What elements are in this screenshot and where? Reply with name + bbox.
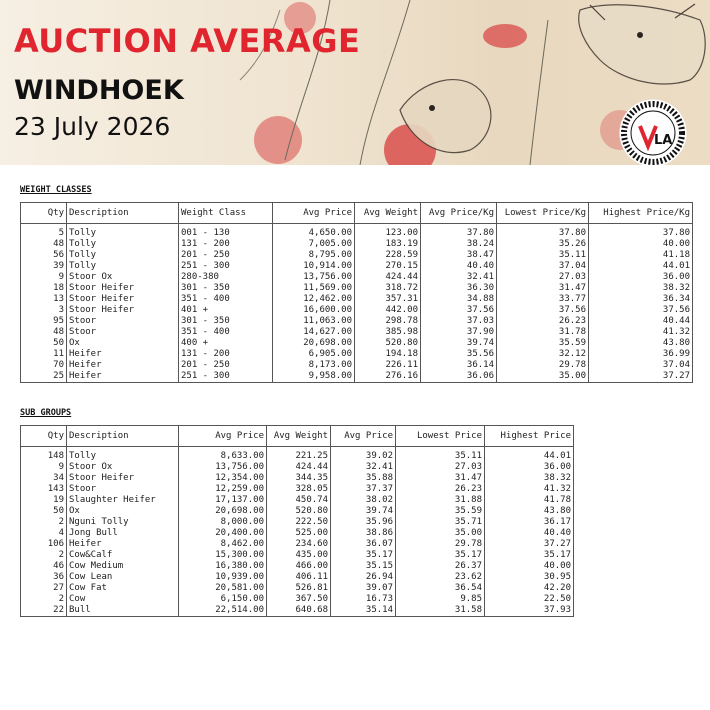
table-cell: 16,600.00 <box>273 305 355 316</box>
table-cell: 42.20 <box>485 583 574 594</box>
table-cell: 44.01 <box>485 451 574 462</box>
table-cell: 298.78 <box>355 316 421 327</box>
table-cell: 29.78 <box>396 539 485 550</box>
table-cell: 14,627.00 <box>273 327 355 338</box>
table-row <box>21 528 574 539</box>
table-cell: 48 <box>21 327 67 338</box>
table-cell: 226.11 <box>355 360 421 371</box>
table-cell: 23.62 <box>396 572 485 583</box>
table-cell: 41.78 <box>485 495 574 506</box>
table-row <box>21 451 574 462</box>
table-cell: 25 <box>21 371 67 383</box>
table-row <box>21 228 693 239</box>
table-cell: 8,000.00 <box>179 517 267 528</box>
table-cell: 38.47 <box>421 250 497 261</box>
table-cell: 39.02 <box>331 451 396 462</box>
table-cell: 525.00 <box>267 528 331 539</box>
table-cell: 2 <box>21 550 67 561</box>
table-cell: 20,698.00 <box>273 338 355 349</box>
table-cell: 17,137.00 <box>179 495 267 506</box>
table-cell: 36.00 <box>589 272 693 283</box>
table-cell: Cow&Calf <box>67 550 179 561</box>
weight-classes-column-header: Avg Price/Kg <box>421 203 497 224</box>
table-cell: 44.01 <box>589 261 693 272</box>
table-row <box>21 539 574 550</box>
table-cell: 39.74 <box>421 338 497 349</box>
table-cell: 26.23 <box>396 484 485 495</box>
table-cell: 39.07 <box>331 583 396 594</box>
weight-classes-column-header: Qty <box>21 203 67 224</box>
table-row <box>21 561 574 572</box>
table-cell: 143 <box>21 484 67 495</box>
table-cell: 36 <box>21 572 67 583</box>
table-cell: 131 - 200 <box>179 349 273 360</box>
table-cell: 36.17 <box>485 517 574 528</box>
table-cell: 38.32 <box>485 473 574 484</box>
table-cell: Cow <box>67 594 179 605</box>
table-cell: Jong Bull <box>67 528 179 539</box>
table-cell: 640.68 <box>267 605 331 617</box>
table-cell: 22,514.00 <box>179 605 267 617</box>
table-cell: 301 - 350 <box>179 316 273 327</box>
table-cell: 4 <box>21 528 67 539</box>
vla-logo <box>618 98 688 165</box>
table-cell: 251 - 300 <box>179 261 273 272</box>
table-cell: 35.15 <box>331 561 396 572</box>
table-cell: 36.14 <box>421 360 497 371</box>
table-cell: 20,698.00 <box>179 506 267 517</box>
table-cell: 367.50 <box>267 594 331 605</box>
table-cell: 31.58 <box>396 605 485 617</box>
table-cell: 27.03 <box>396 462 485 473</box>
table-cell: 34.88 <box>421 294 497 305</box>
table-cell: 39 <box>21 261 67 272</box>
table-cell: 37.80 <box>497 228 589 239</box>
table-cell: 38.02 <box>331 495 396 506</box>
table-cell: 36.34 <box>589 294 693 305</box>
table-cell: 6,150.00 <box>179 594 267 605</box>
table-cell: 526.81 <box>267 583 331 594</box>
table-cell: 12,462.00 <box>273 294 355 305</box>
table-cell: 37.56 <box>421 305 497 316</box>
table-cell: 32.12 <box>497 349 589 360</box>
table-cell: Heifer <box>67 539 179 550</box>
table-cell: 10,914.00 <box>273 261 355 272</box>
table-cell: 36.06 <box>421 371 497 383</box>
table-cell: 40.00 <box>589 239 693 250</box>
table-cell: 13 <box>21 294 67 305</box>
table-row <box>21 261 693 272</box>
table-row <box>21 495 574 506</box>
table-row <box>21 327 693 338</box>
table-cell: 344.35 <box>267 473 331 484</box>
sub-groups-column-header: Avg Weight <box>267 426 331 447</box>
table-cell: 31.78 <box>497 327 589 338</box>
table-cell: 201 - 250 <box>179 360 273 371</box>
table-cell: 400 + <box>179 338 273 349</box>
table-cell: 520.80 <box>355 338 421 349</box>
table-cell: 43.80 <box>485 506 574 517</box>
table-row <box>21 294 693 305</box>
table-cell: 37.27 <box>589 371 693 383</box>
table-cell: Ox <box>67 338 179 349</box>
weight-classes-label: WEIGHT CLASSES <box>20 185 92 195</box>
table-cell: 16,380.00 <box>179 561 267 572</box>
table-cell: 27 <box>21 583 67 594</box>
table-cell: 406.11 <box>267 572 331 583</box>
sub-groups-column-header: Qty <box>21 426 67 447</box>
table-cell: 13,756.00 <box>179 462 267 473</box>
table-cell: 328.05 <box>267 484 331 495</box>
table-cell: 35.26 <box>497 239 589 250</box>
page-title: AUCTION AVERAGE <box>14 22 361 60</box>
table-cell: 37.04 <box>589 360 693 371</box>
table-cell: 38.24 <box>421 239 497 250</box>
table-cell: 37.80 <box>421 228 497 239</box>
table-cell: 385.98 <box>355 327 421 338</box>
table-cell: Cow Lean <box>67 572 179 583</box>
table-row <box>21 360 693 371</box>
table-cell: 36.99 <box>589 349 693 360</box>
table-cell: 270.15 <box>355 261 421 272</box>
auction-date: 23 July 2026 <box>14 112 171 141</box>
table-cell: 4,650.00 <box>273 228 355 239</box>
table-row <box>21 605 574 617</box>
table-cell: 40.40 <box>421 261 497 272</box>
table-cell: 351 - 400 <box>179 327 273 338</box>
table-cell: Bull <box>67 605 179 617</box>
table-cell: 34 <box>21 473 67 484</box>
table-row <box>21 272 693 283</box>
table-cell: 20,581.00 <box>179 583 267 594</box>
table-cell: 8,462.00 <box>179 539 267 550</box>
table-cell: 450.74 <box>267 495 331 506</box>
table-row <box>21 550 574 561</box>
table-cell: 19 <box>21 495 67 506</box>
table-cell: 520.80 <box>267 506 331 517</box>
table-cell: 442.00 <box>355 305 421 316</box>
table-cell: 10,939.00 <box>179 572 267 583</box>
weight-classes-column-header: Avg Price <box>273 203 355 224</box>
table-cell: 2 <box>21 517 67 528</box>
table-cell: Slaughter Heifer <box>67 495 179 506</box>
sub-groups-column-header: Avg Price <box>331 426 396 447</box>
table-cell: 251 - 300 <box>179 371 273 383</box>
table-cell: 27.03 <box>497 272 589 283</box>
weight-classes-column-header: Highest Price/Kg <box>589 203 693 224</box>
table-cell: 37.56 <box>497 305 589 316</box>
auction-location: WINDHOEK <box>14 75 184 106</box>
table-cell: Cow Fat <box>67 583 179 594</box>
table-cell: 351 - 400 <box>179 294 273 305</box>
table-cell: 41.32 <box>485 484 574 495</box>
table-cell: 9 <box>21 462 67 473</box>
table-cell: 36.00 <box>485 462 574 473</box>
table-cell: Heifer <box>67 360 179 371</box>
table-row <box>21 506 574 517</box>
table-cell: 26.37 <box>396 561 485 572</box>
table-cell: 11,569.00 <box>273 283 355 294</box>
table-cell: 12,259.00 <box>179 484 267 495</box>
table-cell: 35.56 <box>421 349 497 360</box>
table-cell: 234.60 <box>267 539 331 550</box>
table-cell: Nguni Tolly <box>67 517 179 528</box>
table-cell: 36.07 <box>331 539 396 550</box>
table-cell: 18 <box>21 283 67 294</box>
table-cell: 16.73 <box>331 594 396 605</box>
table-cell: 8,173.00 <box>273 360 355 371</box>
table-cell: 35.71 <box>396 517 485 528</box>
table-cell: 32.41 <box>421 272 497 283</box>
table-cell: 35.17 <box>485 550 574 561</box>
table-cell: 123.00 <box>355 228 421 239</box>
table-cell: 31.47 <box>396 473 485 484</box>
table-cell: 106 <box>21 539 67 550</box>
table-cell: 46 <box>21 561 67 572</box>
table-cell: 40.40 <box>485 528 574 539</box>
table-cell: 31.88 <box>396 495 485 506</box>
table-row <box>21 349 693 360</box>
table-cell: 148 <box>21 451 67 462</box>
table-cell: 228.59 <box>355 250 421 261</box>
sub-groups-column-header: Highest Price <box>485 426 574 447</box>
table-cell: 35.17 <box>331 550 396 561</box>
table-row <box>21 305 693 316</box>
table-row <box>21 239 693 250</box>
table-cell: 11 <box>21 349 67 360</box>
table-cell: 22 <box>21 605 67 617</box>
table-cell: 35.00 <box>497 371 589 383</box>
table-cell: 15,300.00 <box>179 550 267 561</box>
table-cell: 183.19 <box>355 239 421 250</box>
table-cell: 43.80 <box>589 338 693 349</box>
table-cell: 401 + <box>179 305 273 316</box>
table-cell: 424.44 <box>267 462 331 473</box>
table-cell: 11,063.00 <box>273 316 355 327</box>
table-cell: 8,795.00 <box>273 250 355 261</box>
table-cell: 37.90 <box>421 327 497 338</box>
weight-classes-column-header: Avg Weight <box>355 203 421 224</box>
table-cell: 276.16 <box>355 371 421 383</box>
table-row <box>21 517 574 528</box>
table-cell: 35.17 <box>396 550 485 561</box>
table-cell: 38.86 <box>331 528 396 539</box>
svg-text:LA: LA <box>654 133 673 148</box>
table-cell: 37.37 <box>331 484 396 495</box>
table-cell: 2 <box>21 594 67 605</box>
table-cell: 41.32 <box>589 327 693 338</box>
table-cell: 3 <box>21 305 67 316</box>
sub-groups-column-header: Lowest Price <box>396 426 485 447</box>
table-cell: 20,400.00 <box>179 528 267 539</box>
table-cell: 5 <box>21 228 67 239</box>
weight-classes-column-header: Weight Class <box>179 203 273 224</box>
table-cell: 131 - 200 <box>179 239 273 250</box>
table-cell: 222.50 <box>267 517 331 528</box>
table-cell: 26.94 <box>331 572 396 583</box>
sub-groups-label: SUB GROUPS <box>20 408 72 418</box>
weight-classes-table <box>20 202 693 383</box>
table-row <box>21 594 574 605</box>
table-cell: 201 - 250 <box>179 250 273 261</box>
table-cell: 9 <box>21 272 67 283</box>
table-cell: Heifer <box>67 349 179 360</box>
table-cell: Tolly <box>67 239 179 250</box>
table-row <box>21 283 693 294</box>
table-cell: 37.03 <box>421 316 497 327</box>
table-cell: 38.32 <box>589 283 693 294</box>
table-cell: 40.00 <box>485 561 574 572</box>
table-row <box>21 473 574 484</box>
table-row <box>21 371 693 383</box>
table-cell: 32.41 <box>331 462 396 473</box>
table-cell: Stoor Heifer <box>67 283 179 294</box>
weight-classes-column-header: Description <box>67 203 179 224</box>
table-row <box>21 316 693 327</box>
table-cell: 35.14 <box>331 605 396 617</box>
table-cell: 36.30 <box>421 283 497 294</box>
table-row <box>21 484 574 495</box>
table-cell: 35.59 <box>497 338 589 349</box>
table-cell: Cow Medium <box>67 561 179 572</box>
table-cell: 50 <box>21 338 67 349</box>
table-cell: 41.18 <box>589 250 693 261</box>
table-cell: Stoor Ox <box>67 272 179 283</box>
table-cell: 70 <box>21 360 67 371</box>
table-cell: 424.44 <box>355 272 421 283</box>
table-cell: 22.50 <box>485 594 574 605</box>
table-cell: 29.78 <box>497 360 589 371</box>
table-cell: 35.11 <box>396 451 485 462</box>
table-cell: 466.00 <box>267 561 331 572</box>
table-cell: 36.54 <box>396 583 485 594</box>
table-cell: Stoor Ox <box>67 462 179 473</box>
table-cell: Stoor <box>67 316 179 327</box>
table-cell: Stoor Heifer <box>67 473 179 484</box>
table-cell: Heifer <box>67 371 179 383</box>
table-row <box>21 572 574 583</box>
header-banner <box>0 0 710 165</box>
table-cell: 48 <box>21 239 67 250</box>
table-cell: 280-380 <box>179 272 273 283</box>
table-cell: 95 <box>21 316 67 327</box>
table-cell: 31.47 <box>497 283 589 294</box>
table-cell: 301 - 350 <box>179 283 273 294</box>
table-cell: 50 <box>21 506 67 517</box>
table-cell: 9,958.00 <box>273 371 355 383</box>
weight-classes-column-header: Lowest Price/Kg <box>497 203 589 224</box>
table-cell: Tolly <box>67 451 179 462</box>
table-cell: 35.88 <box>331 473 396 484</box>
table-cell: 30.95 <box>485 572 574 583</box>
table-cell: 35.00 <box>396 528 485 539</box>
table-cell: 37.56 <box>589 305 693 316</box>
table-row <box>21 583 574 594</box>
table-cell: 318.72 <box>355 283 421 294</box>
table-cell: 33.77 <box>497 294 589 305</box>
table-cell: 37.80 <box>589 228 693 239</box>
table-cell: 12,354.00 <box>179 473 267 484</box>
table-cell: 37.27 <box>485 539 574 550</box>
sub-groups-column-header: Avg Price <box>179 426 267 447</box>
table-cell: 357.31 <box>355 294 421 305</box>
table-cell: 13,756.00 <box>273 272 355 283</box>
table-cell: 7,005.00 <box>273 239 355 250</box>
table-row <box>21 338 693 349</box>
table-cell: Stoor Heifer <box>67 305 179 316</box>
table-cell: Tolly <box>67 261 179 272</box>
table-cell: 35.11 <box>497 250 589 261</box>
table-cell: Stoor <box>67 484 179 495</box>
table-cell: 40.44 <box>589 316 693 327</box>
table-cell: 56 <box>21 250 67 261</box>
table-cell: 001 - 130 <box>179 228 273 239</box>
table-cell: 37.93 <box>485 605 574 617</box>
table-cell: 26.23 <box>497 316 589 327</box>
table-cell: 194.18 <box>355 349 421 360</box>
table-row <box>21 462 574 473</box>
table-cell: 6,905.00 <box>273 349 355 360</box>
table-cell: 35.96 <box>331 517 396 528</box>
table-cell: Ox <box>67 506 179 517</box>
table-cell: Tolly <box>67 250 179 261</box>
table-cell: Tolly <box>67 228 179 239</box>
table-cell: Stoor <box>67 327 179 338</box>
sub-groups-column-header: Description <box>67 426 179 447</box>
table-cell: Stoor Heifer <box>67 294 179 305</box>
table-cell: 39.74 <box>331 506 396 517</box>
table-cell: 9.85 <box>396 594 485 605</box>
table-cell: 35.59 <box>396 506 485 517</box>
sub-groups-table <box>20 425 574 617</box>
table-row <box>21 250 693 261</box>
table-cell: 8,633.00 <box>179 451 267 462</box>
table-cell: 37.04 <box>497 261 589 272</box>
table-cell: 435.00 <box>267 550 331 561</box>
table-cell: 221.25 <box>267 451 331 462</box>
